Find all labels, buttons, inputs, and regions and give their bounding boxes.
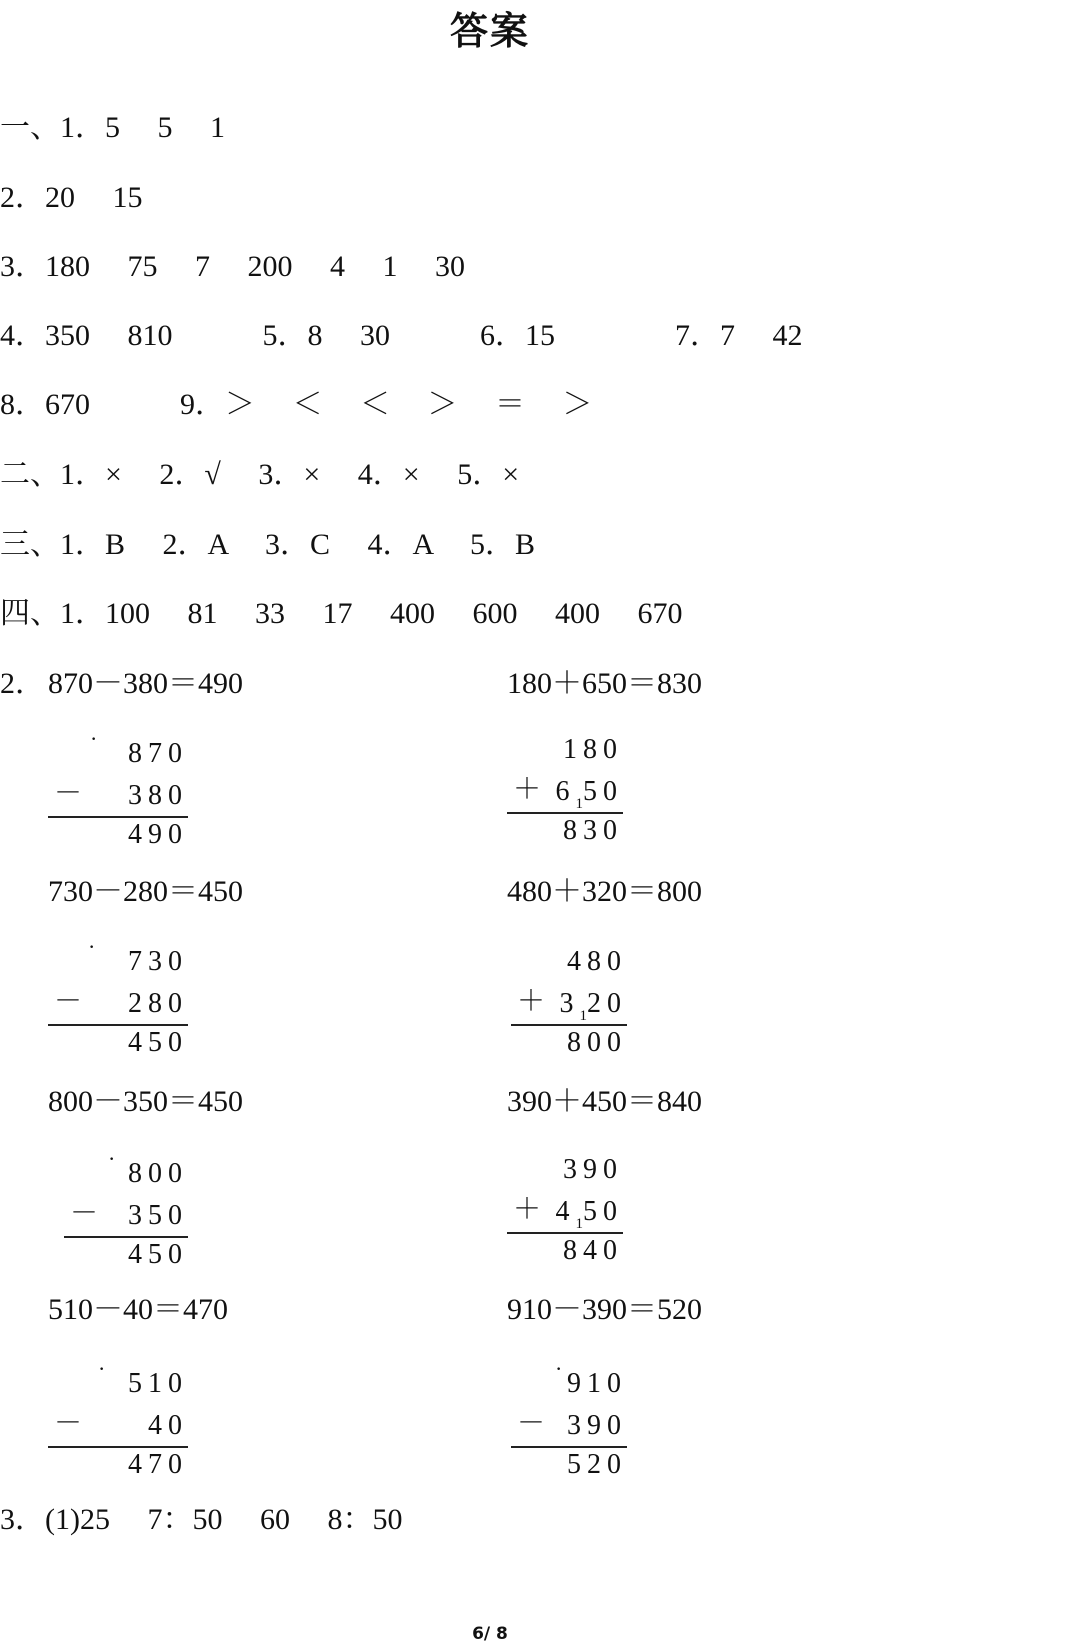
- part2-label: 2．: [0, 667, 45, 700]
- calc-second-digit: 6: [555, 776, 576, 807]
- answer-line-8: 四、1．100 81 33 17 400 600 400 670: [0, 597, 683, 630]
- vertical-calculation: [48, 1358, 188, 1498]
- calc-underline: [48, 1446, 188, 1448]
- minus-sign: －: [54, 1408, 83, 1439]
- borrow-dot: ·: [555, 1356, 563, 1381]
- minus-sign: －: [54, 778, 83, 809]
- answer-line-part4-3: 3．(1)25 7：50 60 8：50: [0, 1503, 403, 1536]
- calc-result: 800: [567, 1027, 627, 1058]
- equation: 730－280＝450: [48, 875, 243, 908]
- equation: 480＋320＝800: [507, 875, 702, 908]
- equation: 800－350＝450: [48, 1085, 243, 1118]
- calc-second-digits: 50: [583, 1196, 623, 1227]
- borrow-dot: ·: [90, 726, 98, 751]
- calc-second-number: [555, 776, 624, 812]
- borrow-dot: ·: [88, 934, 96, 959]
- calc-top-number: 870: [128, 738, 188, 769]
- calc-second-digit: 3: [559, 988, 580, 1019]
- calc-second-digits: 50: [583, 776, 623, 807]
- calc-top-number: 390: [563, 1154, 623, 1185]
- answer-line-5: 8．670 9．＞ ＜ ＜ ＞ ＝ ＞: [0, 388, 593, 421]
- calc-second-number: 390: [567, 1410, 627, 1441]
- page-number: 6/ 8: [472, 1624, 508, 1644]
- calc-top-number: 910: [567, 1368, 627, 1399]
- calc-second-number: [555, 1196, 624, 1232]
- calc-underline: [48, 1024, 188, 1026]
- calc-result: 830: [563, 815, 623, 846]
- calc-underline: [511, 1446, 627, 1448]
- answer-line-6: 二、1．× 2．√ 3．× 4．× 5．×: [0, 458, 520, 491]
- calc-result: 490: [128, 819, 188, 850]
- calc-second-number: 40: [148, 1410, 188, 1441]
- calc-second-number: [559, 988, 628, 1024]
- vertical-calculation: [48, 728, 188, 868]
- calc-top-number: 480: [567, 946, 627, 977]
- equation: 180＋650＝830: [507, 667, 702, 700]
- calc-underline: [48, 816, 188, 818]
- calc-second-digits: 20: [587, 988, 627, 1019]
- carry-mark: 1: [579, 1008, 587, 1024]
- calc-result: 520: [567, 1449, 627, 1480]
- borrow-dot: ·: [98, 1356, 106, 1381]
- calc-underline: [507, 812, 623, 814]
- vertical-calculation: [48, 936, 188, 1076]
- equation: 910－390＝520: [507, 1293, 702, 1326]
- minus-sign: －: [70, 1198, 99, 1229]
- carry-mark: 1: [575, 796, 583, 812]
- plus-sign: ＋: [517, 986, 546, 1017]
- calc-result: 450: [128, 1239, 188, 1270]
- calc-top-number: 730: [128, 946, 188, 977]
- calc-underline: [507, 1232, 623, 1234]
- calc-result: 470: [128, 1449, 188, 1480]
- calc-top-number: 510: [128, 1368, 188, 1399]
- borrow-dot: ·: [108, 1146, 116, 1171]
- calc-result: 840: [563, 1235, 623, 1266]
- calc-top-number: 180: [563, 734, 623, 765]
- answer-line-2: 2．20 15: [0, 181, 143, 214]
- calc-underline: [511, 1024, 627, 1026]
- calc-second-digit: 4: [555, 1196, 576, 1227]
- calc-second-number: 280: [128, 988, 188, 1019]
- equation: 870－380＝490: [48, 667, 243, 700]
- calc-top-number: 800: [128, 1158, 188, 1189]
- vertical-calculation: [507, 724, 623, 864]
- equation: 510－40＝470: [48, 1293, 228, 1326]
- calc-second-number: 380: [128, 780, 188, 811]
- vertical-calculation: [64, 1148, 188, 1288]
- plus-sign: ＋: [513, 1194, 542, 1225]
- minus-sign: －: [517, 1408, 546, 1439]
- vertical-calculation: [511, 1358, 627, 1498]
- plus-sign: ＋: [513, 774, 542, 805]
- answer-line-1: 一、1．5 5 1: [0, 111, 225, 144]
- calc-underline: [64, 1236, 188, 1238]
- vertical-calculation: [511, 936, 627, 1076]
- answer-line-3: 3．180 75 7 200 4 1 30: [0, 250, 465, 283]
- calc-result: 450: [128, 1027, 188, 1058]
- equation: 390＋450＝840: [507, 1085, 702, 1118]
- calc-second-number: 350: [128, 1200, 188, 1231]
- page-title: 答案: [449, 9, 530, 53]
- carry-mark: 1: [575, 1216, 583, 1232]
- answer-line-4: 4．350 810 5．8 30 6．15 7．7 42: [0, 319, 803, 352]
- answer-line-7: 三、1．B 2．A 3．C 4．A 5．B: [0, 528, 536, 561]
- vertical-calculation: [507, 1144, 623, 1284]
- minus-sign: －: [54, 986, 83, 1017]
